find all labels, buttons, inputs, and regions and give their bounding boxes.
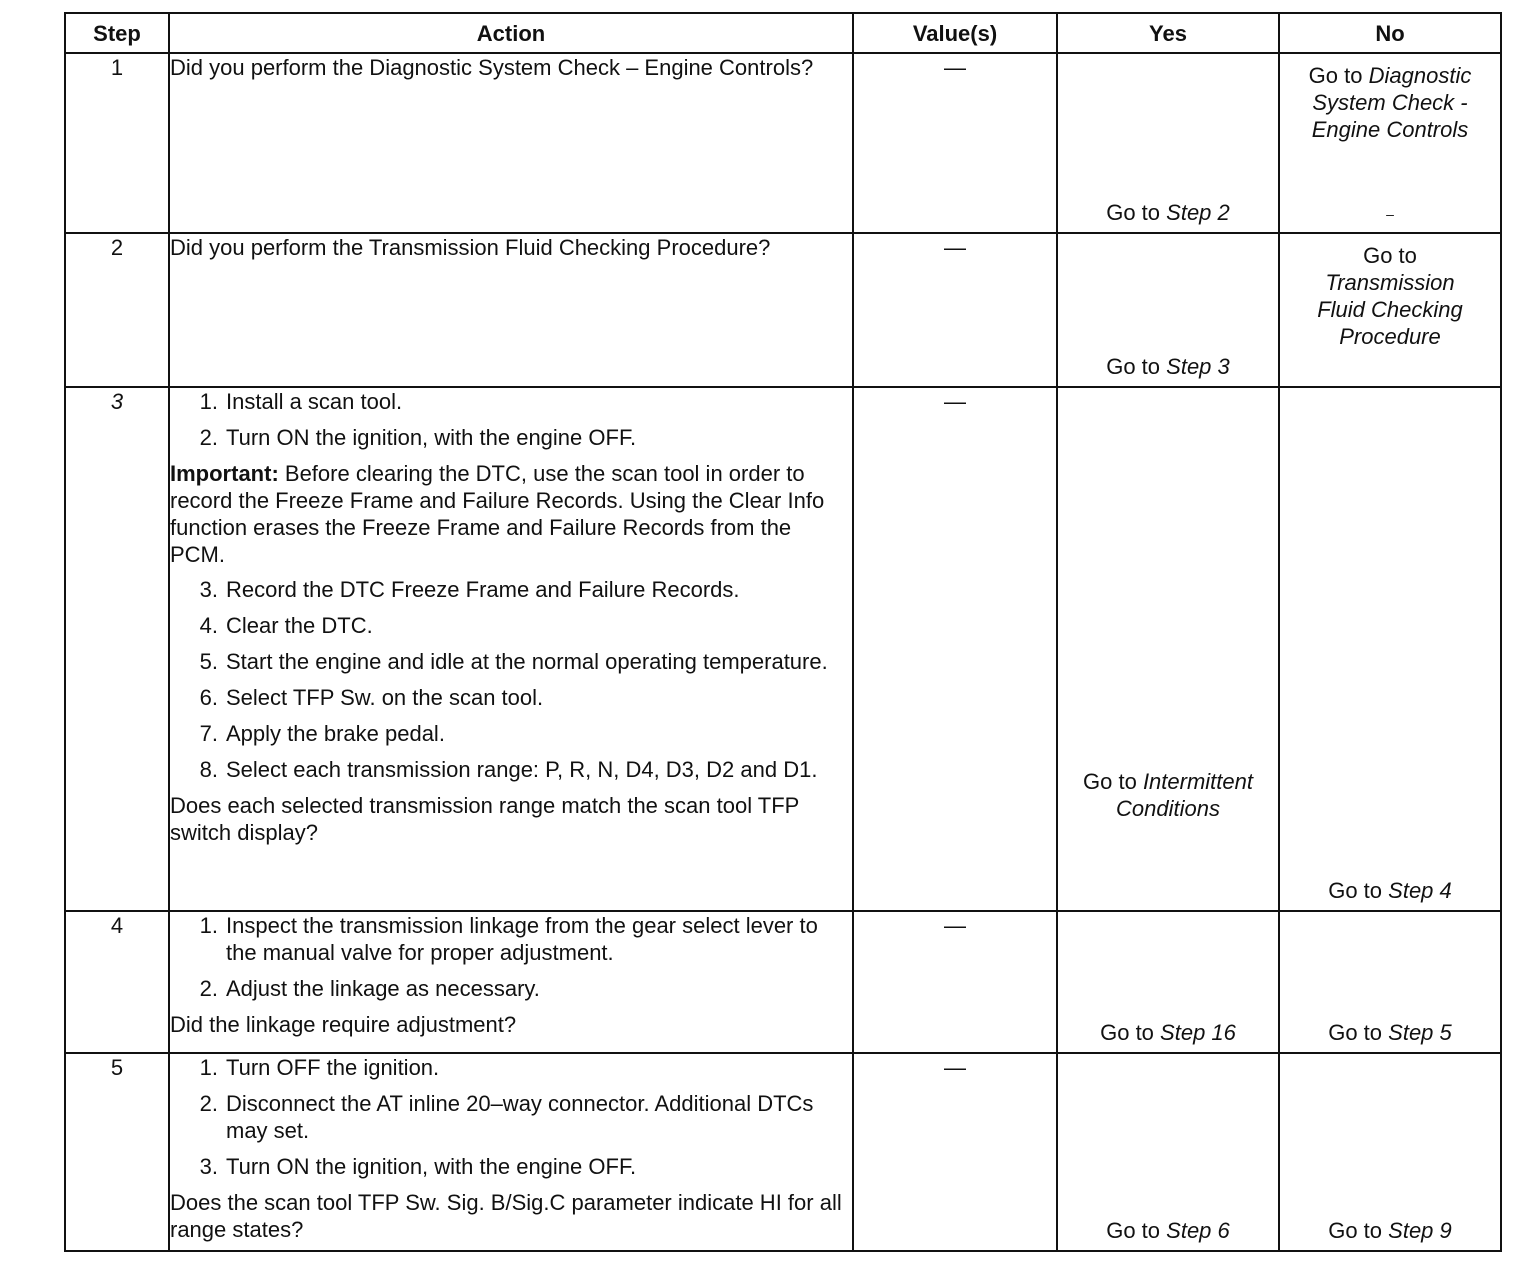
item-number: 6. (199, 685, 218, 710)
table-row (65, 387, 1501, 911)
list-item (170, 912, 852, 966)
yes-goto[interactable] (1058, 768, 1278, 822)
item-number: 3. (199, 577, 218, 602)
header-action: Action (169, 13, 853, 53)
no-cell (1279, 233, 1501, 387)
no-cell (1279, 53, 1501, 233)
goto-link[interactable]: Step 2 (1166, 200, 1230, 225)
no-goto[interactable] (1280, 877, 1500, 904)
goto-link[interactable]: Step 3 (1166, 354, 1230, 379)
item-text: Select TFP Sw. on the scan tool. (226, 685, 544, 710)
list-item (170, 424, 852, 451)
item-text: Adjust the linkage as necessary. (226, 976, 540, 1001)
list-item (170, 1153, 852, 1180)
no-cell (1279, 911, 1501, 1053)
goto-link[interactable]: Step 5 (1388, 1020, 1452, 1045)
table-row (65, 233, 1501, 387)
item-number: 3. (199, 1154, 218, 1179)
no-goto[interactable] (1280, 242, 1500, 350)
important-label: Important: (170, 461, 279, 486)
no-cell (1279, 1053, 1501, 1251)
list-item (170, 720, 852, 747)
yes-goto[interactable] (1058, 1019, 1278, 1046)
action-question: Did you perform the Diagnostic System Check – Engine Controls? (170, 55, 814, 80)
header-values: Value(s) (853, 13, 1057, 53)
action-cell (169, 1053, 853, 1251)
yes-cell (1057, 911, 1279, 1053)
important-text: Before clearing the DTC, use the scan tool in order to record the Freeze Frame and Failure Records. Using the Clear Info function erases the Freeze Frame and Failure Records from the PCM. (170, 461, 825, 567)
header-row (65, 13, 1501, 53)
header-yes: Yes (1057, 13, 1279, 53)
item-number: 7. (199, 721, 218, 746)
yes-goto[interactable] (1058, 1217, 1278, 1244)
action-question: Did the linkage require adjustment? (170, 1012, 517, 1037)
yes-goto[interactable] (1058, 199, 1278, 226)
item-text: Select each transmission range: P, R, N, D4, D3, D2 and D1. (226, 757, 818, 782)
list-item (170, 1054, 852, 1081)
value-cell: — (853, 233, 1057, 387)
item-text: Disconnect the AT inline 20–way connector. Additional DTCs may set. (226, 1091, 814, 1143)
item-number: 1. (199, 913, 218, 938)
goto-prefix: Go to (1328, 878, 1383, 903)
item-text: Turn ON the ignition, with the engine OFF. (226, 425, 637, 450)
value-cell: — (853, 1053, 1057, 1251)
item-number: 4. (199, 613, 218, 638)
action-question: Does each selected transmission range match the scan tool TFP switch display? (170, 793, 799, 845)
item-number: 2. (199, 425, 218, 450)
goto-link[interactable]: Transmission Fluid Checking Procedure (1317, 270, 1463, 349)
step-number: 1 (65, 53, 169, 233)
table-row (65, 911, 1501, 1053)
goto-prefix: Go to (1328, 1020, 1383, 1045)
step-number: 4 (65, 911, 169, 1053)
item-number: 1. (199, 1055, 218, 1080)
yes-goto[interactable] (1058, 353, 1278, 380)
table-row (65, 53, 1501, 233)
item-text: Install a scan tool. (226, 389, 403, 414)
list-item (170, 975, 852, 1002)
value-cell: — (853, 387, 1057, 911)
header-step: Step (65, 13, 169, 53)
list-item (170, 684, 852, 711)
list-item (170, 388, 852, 415)
step-number: 3 (65, 387, 169, 911)
yes-cell (1057, 53, 1279, 233)
list-item (170, 756, 852, 783)
yes-cell (1057, 1053, 1279, 1251)
item-text: Apply the brake pedal. (226, 721, 445, 746)
goto-link[interactable]: Step 4 (1388, 878, 1452, 903)
value-cell: — (853, 53, 1057, 233)
procedure-list (170, 912, 852, 1002)
yes-cell (1057, 233, 1279, 387)
no-goto[interactable] (1280, 62, 1500, 143)
list-item (170, 612, 852, 639)
item-number: 1. (199, 389, 218, 414)
item-number: 5. (199, 649, 218, 674)
goto-prefix: Go to (1106, 200, 1161, 225)
header-no: No (1279, 13, 1501, 53)
item-number: 2. (199, 976, 218, 1001)
goto-prefix: Go to (1106, 1218, 1161, 1243)
list-item (170, 576, 852, 603)
goto-prefix: Go to (1100, 1020, 1154, 1045)
goto-prefix: Go to (1106, 354, 1161, 379)
item-number: 2. (199, 1091, 218, 1116)
value-cell: — (853, 911, 1057, 1053)
important-note (170, 460, 852, 568)
no-goto[interactable] (1280, 1019, 1500, 1046)
item-text: Turn OFF the ignition. (226, 1055, 440, 1080)
action-cell (169, 387, 853, 911)
table-row (65, 1053, 1501, 1251)
goto-link[interactable]: Step 16 (1160, 1020, 1236, 1045)
goto-prefix: Go to (1083, 769, 1137, 794)
item-text: Inspect the transmission linkage from the gear select lever to the manual valve for proper adjustment. (226, 913, 818, 965)
action-cell (169, 911, 853, 1053)
step-number: 5 (65, 1053, 169, 1251)
item-text: Clear the DTC. (226, 613, 373, 638)
item-text: Start the engine and idle at the normal operating temperature. (226, 649, 828, 674)
goto-prefix: Go to (1308, 63, 1363, 88)
action-question: Did you perform the Transmission Fluid Checking Procedure? (170, 235, 771, 260)
no-cell (1279, 387, 1501, 911)
action-question: Does the scan tool TFP Sw. Sig. B/Sig.C parameter indicate HI for all range states? (170, 1190, 842, 1242)
action-cell (169, 53, 853, 233)
procedure-list (170, 388, 852, 451)
goto-link[interactable]: Step 6 (1166, 1218, 1230, 1243)
item-text: Turn ON the ignition, with the engine OFF. (226, 1154, 637, 1179)
item-text: Record the DTC Freeze Frame and Failure Records. (226, 577, 740, 602)
goto-link[interactable]: Diagnostic System Check - Engine Controls (1311, 63, 1472, 142)
list-item (170, 648, 852, 675)
goto-prefix: Go to (1363, 243, 1417, 268)
item-number: 8. (199, 757, 218, 782)
action-cell (169, 233, 853, 387)
step-number: 2 (65, 233, 169, 387)
no-goto[interactable] (1280, 1217, 1500, 1244)
yes-cell (1057, 387, 1279, 911)
small-mark: – (1386, 206, 1394, 222)
list-item (170, 1090, 852, 1144)
goto-prefix: Go to (1328, 1218, 1383, 1243)
procedure-list (170, 1054, 852, 1180)
procedure-list (170, 576, 852, 783)
goto-link[interactable]: Step 9 (1388, 1218, 1452, 1243)
goto-link[interactable]: Intermittent Conditions (1116, 769, 1253, 821)
diagnostic-table (64, 12, 1502, 1252)
